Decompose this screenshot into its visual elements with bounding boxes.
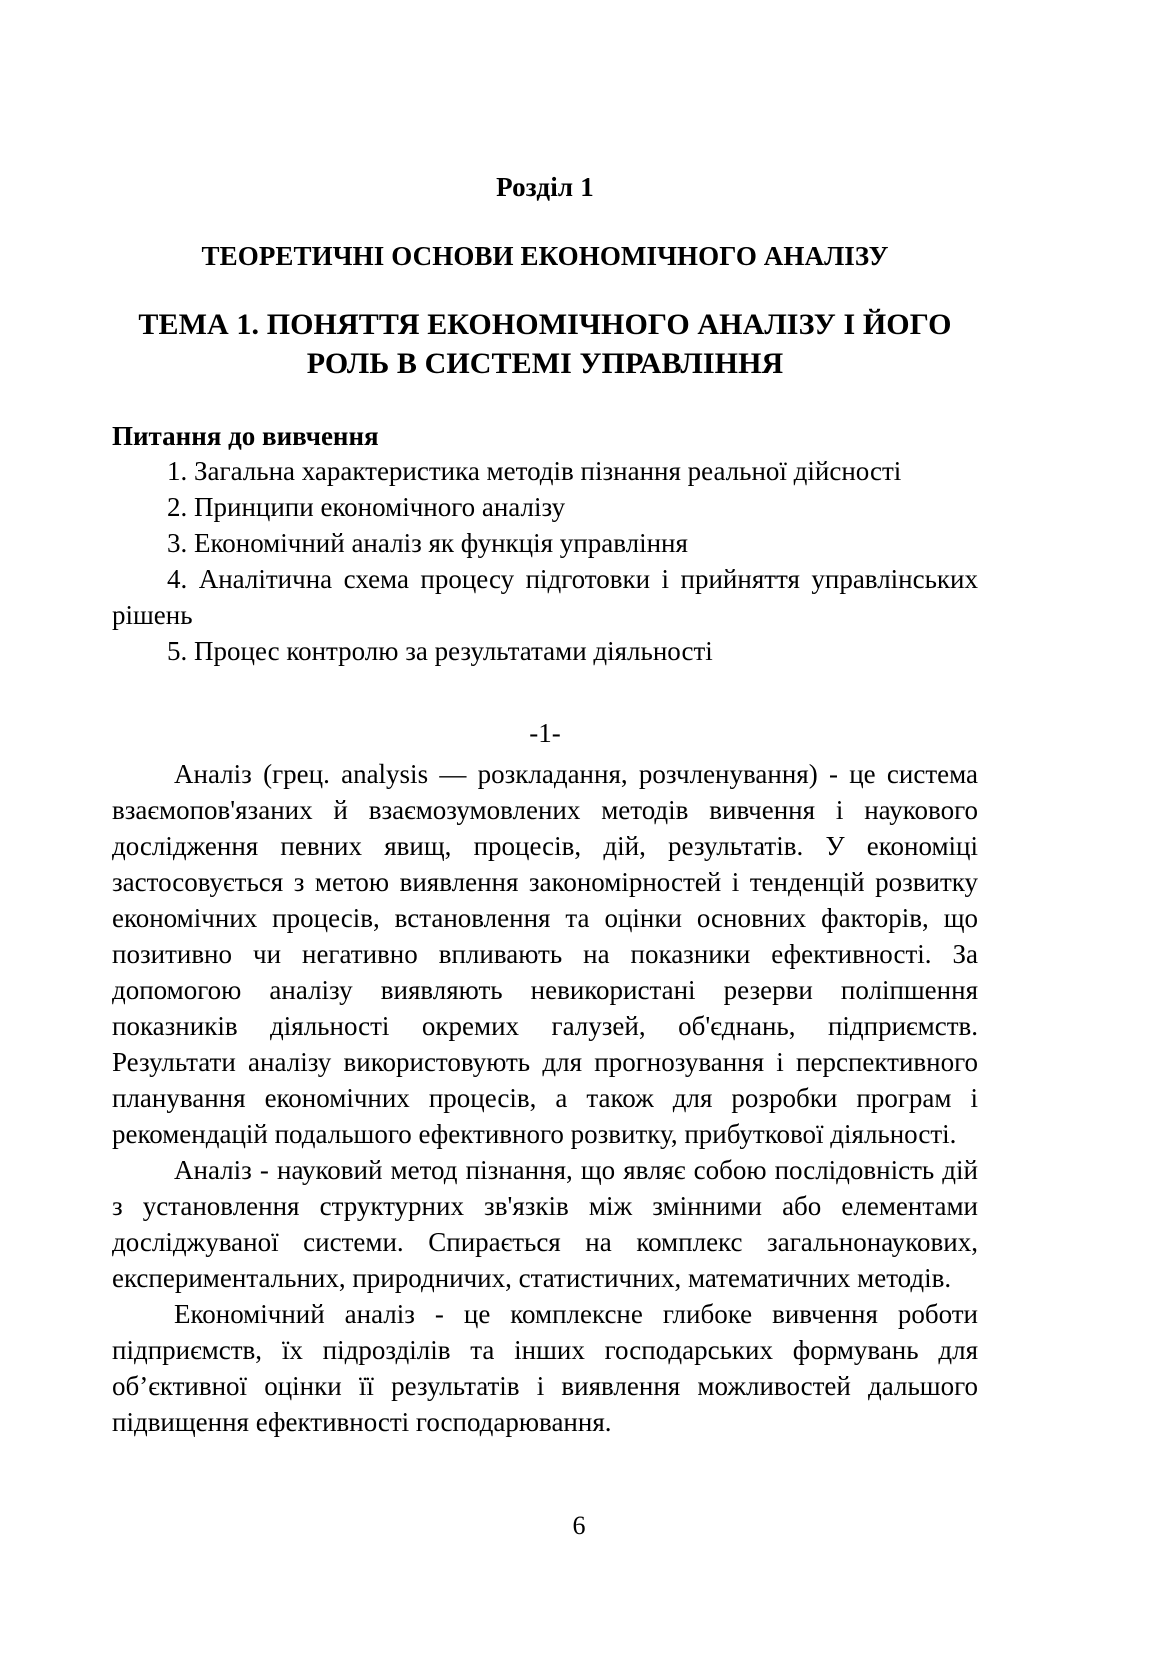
question-item-3: 3. Економічний аналіз як функція управління xyxy=(167,528,688,559)
body-paragraph-2: Аналіз - науковий метод пізнання, що являє собою послідовність дій з установлення структурних зв'язків між змінними або елементами досліджуваної системи. Спирається на комплекс загальнонаукових, експериментальних, природничих, статистичних, математичних методів. xyxy=(112,1155,978,1294)
topic-title-line-2: РОЛЬ В СИСТЕМІ УПРАВЛІННЯ xyxy=(306,346,784,380)
topic-title xyxy=(112,272,978,383)
question-item-4: 4. Аналітична схема процесу підготовки і прийняття управлінських рішень xyxy=(112,564,978,630)
body-paragraph-1: Аналіз (грец. analysis — розкладання, розчленування) - це система взаємопов'язаних й взаємозумовлених методів вивчення і наукового дослідження певних явищ, процесів, дій, результатів. У економіці застосовується з метою виявлення закономірностей і тенденцій розвитку економічних процесів, встановлення та оцінки основних факторів, що позитивно чи негативно впливають на показники ефективності. За допомогою аналізу виявляють невикористані резерви поліпшення показників діяльності окремих галузей, об'єднань, підприємств. Результати аналізу використовують для прогнозування і перспективного планування економічних процесів, а також для розробки програм і рекомендацій подальшого ефективного розвитку, прибуткової діяльності. xyxy=(112,758,978,1150)
questions-list xyxy=(112,454,978,669)
page-number: 6 xyxy=(572,1511,586,1540)
chapter-title: ТЕОРЕТИЧНІ ОСНОВИ ЕКОНОМІЧНОГО АНАЛІЗУ xyxy=(201,241,889,272)
body-paragraph-3: Економічний аналіз - це комплексне глибоке вивчення роботи підприємств, їх підрозділів та інших господарських формувань для об’єктивної оцінки її результатів і виявлення можливостей дальшого підвищення ефективності господарювання. xyxy=(112,1299,978,1438)
page-content xyxy=(112,0,978,1440)
section-marker: -1- xyxy=(529,717,561,748)
topic-title-line-1: ТЕМА 1. ПОНЯТТЯ ЕКОНОМІЧНОГО АНАЛІЗУ І ЙОГО xyxy=(138,308,952,342)
question-item-5: 5. Процес контролю за результатами діяльності xyxy=(167,635,713,666)
question-item-1: 1. Загальна характеристика методів пізнання реальної дійсності xyxy=(167,456,902,487)
questions-section xyxy=(112,383,978,670)
questions-heading: Питання до вивчення xyxy=(112,421,379,452)
chapter-label: Розділ 1 xyxy=(496,172,594,202)
question-item-2: 2. Принципи економічного аналізу xyxy=(167,492,566,523)
